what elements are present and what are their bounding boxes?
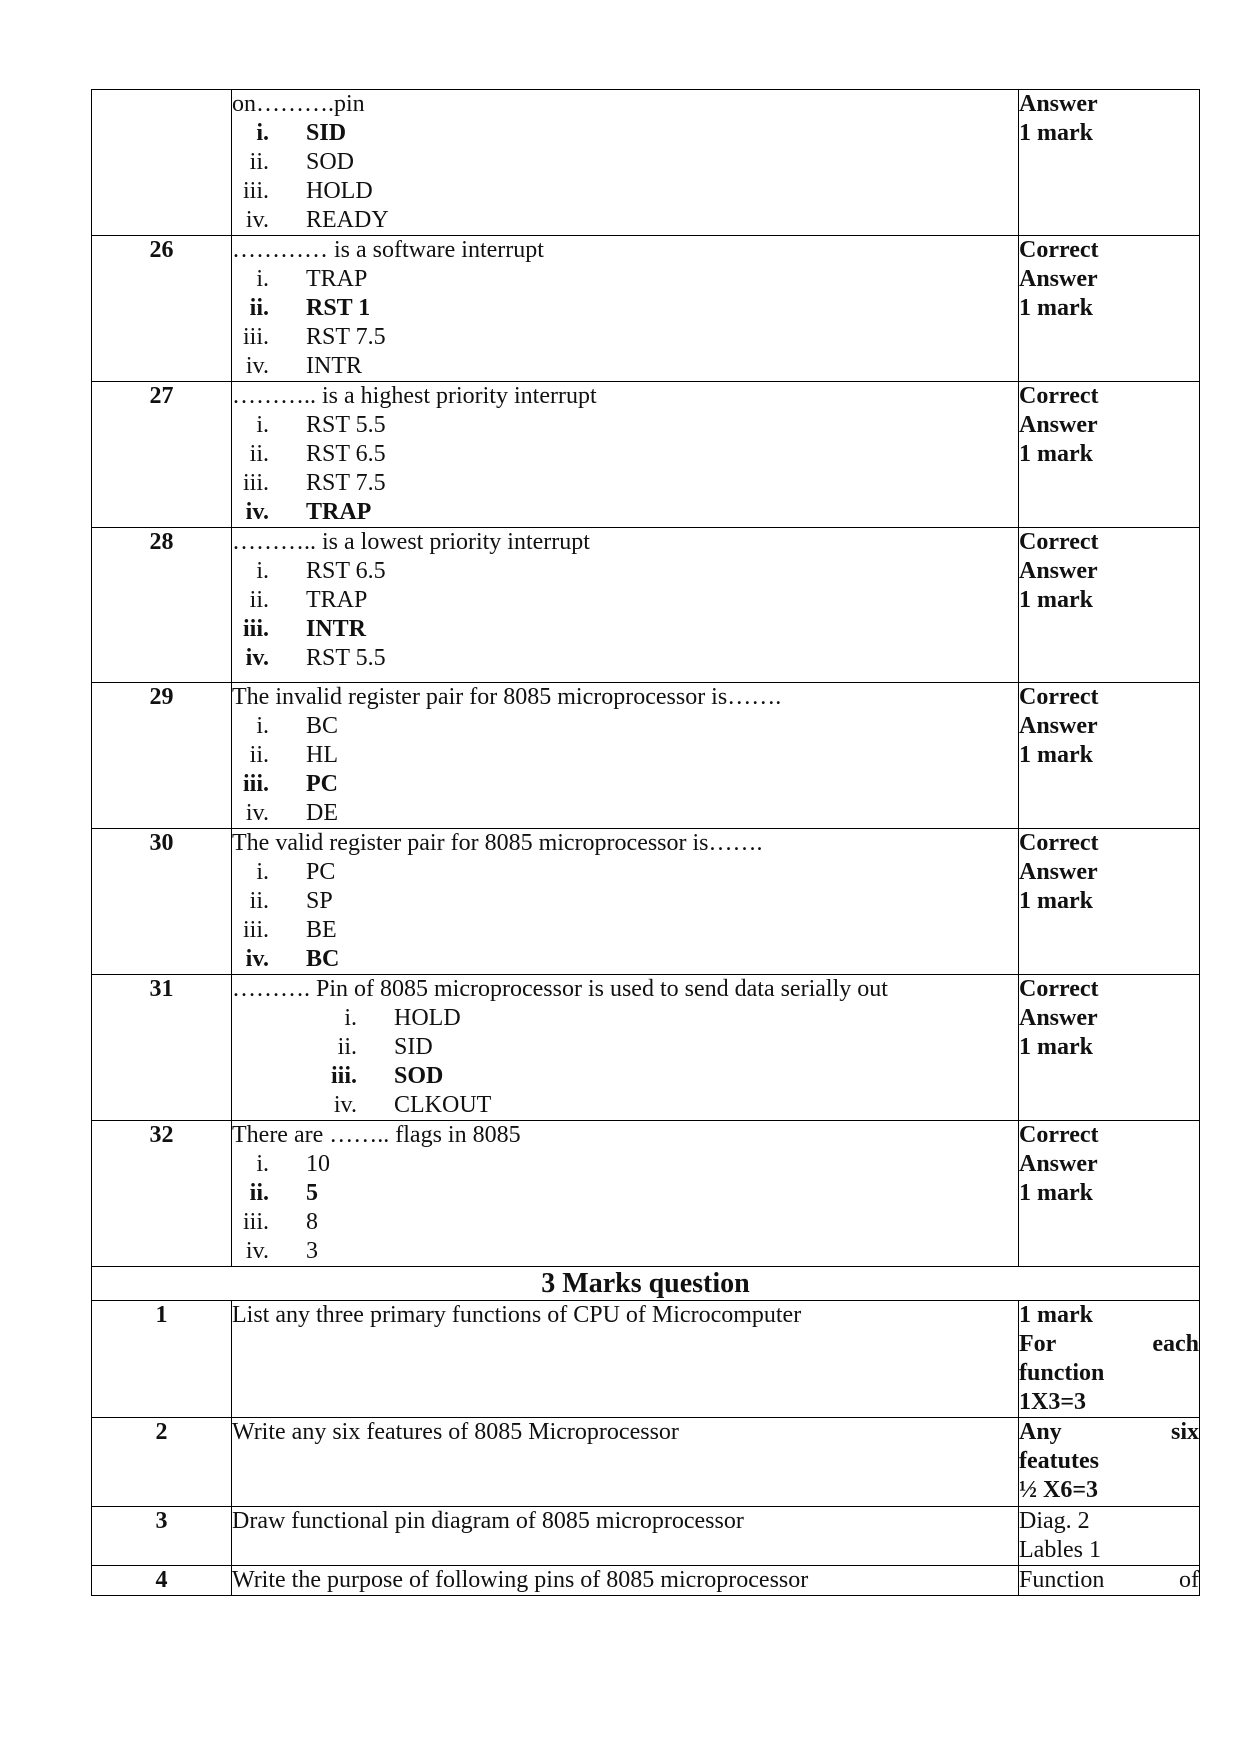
question-number: 31 [92, 975, 232, 1121]
marking-word: Any [1019, 1419, 1062, 1445]
option-text: SID [306, 120, 347, 146]
marking-line: Correct [1019, 529, 1099, 555]
option-numeral: iii. [242, 616, 269, 642]
option [232, 1237, 1018, 1266]
option-text: BC [306, 946, 340, 972]
question-stem: The invalid register pair for 8085 microprocessor is……. [232, 684, 782, 710]
option-list [232, 265, 1018, 381]
option-numeral: iv. [245, 207, 269, 233]
question-cell [232, 829, 1019, 975]
option-text: RST 7.5 [306, 324, 386, 350]
option-text: HOLD [306, 178, 373, 204]
question-stem: ………… is a software interrupt [232, 237, 544, 263]
question-stem: The valid register pair for 8085 microprocessor is……. [232, 830, 763, 856]
answer-key-body [92, 90, 1200, 1596]
question-number: 3 [92, 1507, 232, 1566]
question-text: List any three primary functions of CPU of Microcomputer [232, 1301, 1019, 1418]
question-number [92, 90, 232, 236]
option-numeral: iv. [333, 1092, 357, 1118]
option-numeral: ii. [249, 149, 269, 175]
option-numeral: ii. [249, 888, 269, 914]
correct-option [232, 615, 1018, 644]
option-numeral: iv. [245, 645, 269, 671]
option-numeral: i. [256, 266, 269, 292]
option-text: RST 6.5 [306, 441, 386, 467]
marking-word: function [1019, 1360, 1105, 1386]
option [232, 469, 1018, 498]
option-list [232, 411, 1018, 527]
question-text: Draw functional pin diagram of 8085 microprocessor [232, 1507, 1019, 1566]
option [232, 440, 1018, 469]
option [232, 411, 1018, 440]
correct-option [232, 945, 1018, 974]
marking-word: 1X3=3 [1019, 1389, 1087, 1415]
option-numeral: ii. [249, 587, 269, 613]
marking-word: 1 mark [1019, 1302, 1093, 1328]
option-text: RST 5.5 [306, 645, 386, 671]
option-text: RST 1 [306, 295, 371, 321]
marking-line: Answer [1019, 558, 1098, 584]
marking-line: 1 mark [1019, 587, 1093, 613]
option-numeral: iv. [245, 1238, 269, 1264]
option-text: BE [306, 917, 337, 943]
option-text: PC [306, 859, 336, 885]
correct-option [232, 294, 1018, 323]
option-text: HL [306, 742, 338, 768]
option [232, 557, 1018, 586]
option-text: 8 [306, 1209, 318, 1235]
option-text: SOD [306, 149, 355, 175]
option [232, 644, 1018, 673]
option-text: DE [306, 800, 338, 826]
option-list [232, 119, 1018, 235]
option-text: PC [306, 771, 338, 797]
marking-line [1019, 1566, 1199, 1595]
option [232, 352, 1018, 381]
marking-word: ½ X6=3 [1019, 1477, 1099, 1503]
marking-cell [1019, 90, 1200, 236]
correct-option [232, 119, 1018, 148]
three-mark-row [92, 1418, 1200, 1507]
option-numeral: i. [256, 120, 269, 146]
answer-key-table [91, 89, 1200, 1596]
option-numeral: i. [256, 713, 269, 739]
option-text: TRAP [306, 499, 372, 525]
marking-line: 1 mark [1019, 888, 1093, 914]
correct-option [232, 1179, 1018, 1208]
mcq-row [92, 975, 1200, 1121]
marking-line: Answer [1019, 412, 1098, 438]
option-numeral: i. [256, 859, 269, 885]
marking-word: Function [1019, 1567, 1105, 1593]
option-numeral: iii. [242, 324, 269, 350]
option-text: 3 [306, 1238, 318, 1264]
question-cell [232, 528, 1019, 683]
marking-line: Answer [1019, 859, 1098, 885]
option [232, 741, 1018, 770]
question-stem: ………. Pin of 8085 microprocessor is used to send data serially out [232, 976, 888, 1002]
marking-line: Correct [1019, 1122, 1099, 1148]
three-mark-row [92, 1566, 1200, 1596]
marking-line [1019, 1536, 1199, 1565]
marking-line: Answer [1019, 91, 1098, 117]
option-text: INTR [306, 353, 362, 379]
marking-line: Answer [1019, 1151, 1098, 1177]
question-cell [232, 1121, 1019, 1267]
marking-word: six [1170, 1419, 1199, 1445]
mcq-row [92, 683, 1200, 829]
marking-line [1019, 1388, 1199, 1417]
option-list [232, 712, 1018, 828]
marking-cell [1019, 829, 1200, 975]
marking-line [1019, 1418, 1199, 1447]
option-numeral: iii. [242, 470, 269, 496]
question-number: 2 [92, 1418, 232, 1507]
mcq-row [92, 236, 1200, 382]
correct-option [320, 1062, 1018, 1091]
question-number: 29 [92, 683, 232, 829]
option [232, 177, 1018, 206]
marking-cell [1019, 1121, 1200, 1267]
question-text: Write any six features of 8085 Microprocessor [232, 1418, 1019, 1507]
question-cell [232, 90, 1019, 236]
option-numeral: iii. [242, 771, 269, 797]
option-text: TRAP [306, 587, 368, 613]
option-numeral: ii. [249, 295, 269, 321]
option-numeral: i. [256, 558, 269, 584]
marking-cell [1019, 236, 1200, 382]
option-numeral: iv. [245, 800, 269, 826]
option [232, 1208, 1018, 1237]
marking-cell [1019, 1507, 1200, 1566]
option [232, 148, 1018, 177]
marking-line: 1 mark [1019, 742, 1093, 768]
marking-word: Lables 1 [1019, 1537, 1101, 1563]
option-numeral: iii. [330, 1063, 357, 1089]
option-text: RST 5.5 [306, 412, 386, 438]
marking-cell [1019, 1418, 1200, 1507]
marking-cell [1019, 382, 1200, 528]
marking-line: Answer [1019, 266, 1098, 292]
option-numeral: iv. [245, 499, 269, 525]
option [232, 858, 1018, 887]
option-text: SID [394, 1034, 433, 1060]
option-text: SOD [394, 1063, 444, 1089]
marking-cell [1019, 975, 1200, 1121]
marking-line: Correct [1019, 830, 1099, 856]
marking-line: Correct [1019, 684, 1099, 710]
question-number: 26 [92, 236, 232, 382]
marking-cell [1019, 683, 1200, 829]
question-text: Write the purpose of following pins of 8085 microprocessor [232, 1566, 1019, 1596]
option [320, 1033, 1018, 1062]
option-list [320, 1004, 1018, 1120]
option [232, 265, 1018, 294]
option-numeral: iv. [245, 946, 269, 972]
three-mark-row [92, 1507, 1200, 1566]
question-cell [232, 236, 1019, 382]
option [232, 799, 1018, 828]
marking-word: featutes [1019, 1448, 1099, 1474]
marking-line: 1 mark [1019, 1034, 1093, 1060]
option [320, 1004, 1018, 1033]
marking-line: Correct [1019, 237, 1099, 263]
marking-line: 1 mark [1019, 1180, 1093, 1206]
question-number: 27 [92, 382, 232, 528]
option-text: READY [306, 207, 389, 233]
question-number: 30 [92, 829, 232, 975]
option [232, 712, 1018, 741]
option-numeral: ii. [249, 1180, 269, 1206]
marking-line: Answer [1019, 713, 1098, 739]
option-text: INTR [306, 616, 367, 642]
marking-cell [1019, 528, 1200, 683]
section-heading: 3 Marks question [92, 1267, 1200, 1301]
option-numeral: i. [344, 1005, 357, 1031]
option-text: CLKOUT [394, 1092, 492, 1118]
option-text: RST 6.5 [306, 558, 386, 584]
marking-line [1019, 1359, 1199, 1388]
option-text: SP [306, 888, 333, 914]
correct-option [232, 498, 1018, 527]
marking-word: of [1179, 1567, 1199, 1593]
marking-line: Answer [1019, 1005, 1098, 1031]
option [232, 323, 1018, 352]
marking-line [1019, 1301, 1199, 1330]
marking-word: each [1152, 1331, 1199, 1357]
option-text: BC [306, 713, 339, 739]
marking-line: 1 mark [1019, 441, 1093, 467]
mcq-row [92, 1121, 1200, 1267]
marking-cell [1019, 1566, 1200, 1596]
marking-line [1019, 1447, 1199, 1476]
mcq-row [92, 382, 1200, 528]
option-numeral: ii. [337, 1034, 357, 1060]
option-numeral: iii. [242, 178, 269, 204]
option-numeral: iv. [245, 353, 269, 379]
question-cell [232, 382, 1019, 528]
option-numeral: iii. [242, 1209, 269, 1235]
marking-word: Diag. 2 [1019, 1508, 1090, 1534]
option-text: TRAP [306, 266, 368, 292]
marking-word: For [1019, 1331, 1057, 1357]
option [232, 887, 1018, 916]
option [232, 1150, 1018, 1179]
question-cell [232, 975, 1019, 1121]
option-numeral: i. [256, 412, 269, 438]
option-text: HOLD [394, 1005, 461, 1031]
marking-line: 1 mark [1019, 120, 1093, 146]
question-number: 28 [92, 528, 232, 683]
marking-line: Correct [1019, 976, 1099, 1002]
marking-line [1019, 1507, 1199, 1536]
marking-cell [1019, 1301, 1200, 1418]
option [232, 206, 1018, 235]
option-list [232, 858, 1018, 974]
option-numeral: ii. [249, 441, 269, 467]
mcq-row [92, 528, 1200, 683]
question-cell [232, 683, 1019, 829]
marking-line: Correct [1019, 383, 1099, 409]
marking-line: 1 mark [1019, 295, 1093, 321]
option [232, 916, 1018, 945]
question-number: 4 [92, 1566, 232, 1596]
question-stem: ……….. is a highest priority interrupt [232, 383, 597, 409]
three-mark-row [92, 1301, 1200, 1418]
option-numeral: ii. [249, 742, 269, 768]
correct-option [232, 770, 1018, 799]
section-row [92, 1267, 1200, 1301]
option-text: 5 [306, 1180, 318, 1206]
option-list [232, 557, 1018, 673]
question-stem: There are …….. flags in 8085 [232, 1122, 521, 1148]
option [232, 586, 1018, 615]
option-numeral: iii. [242, 917, 269, 943]
option [320, 1091, 1018, 1120]
mcq-row [92, 90, 1200, 236]
option-list [232, 1150, 1018, 1266]
option-numeral: i. [256, 1151, 269, 1177]
question-number: 32 [92, 1121, 232, 1267]
mcq-row [92, 829, 1200, 975]
question-stem: on……….pin [232, 91, 365, 117]
option-text: 10 [306, 1151, 330, 1177]
option-text: RST 7.5 [306, 470, 386, 496]
question-number: 1 [92, 1301, 232, 1418]
marking-line [1019, 1330, 1199, 1359]
marking-line [1019, 1476, 1199, 1505]
question-stem: ……….. is a lowest priority interrupt [232, 529, 590, 555]
